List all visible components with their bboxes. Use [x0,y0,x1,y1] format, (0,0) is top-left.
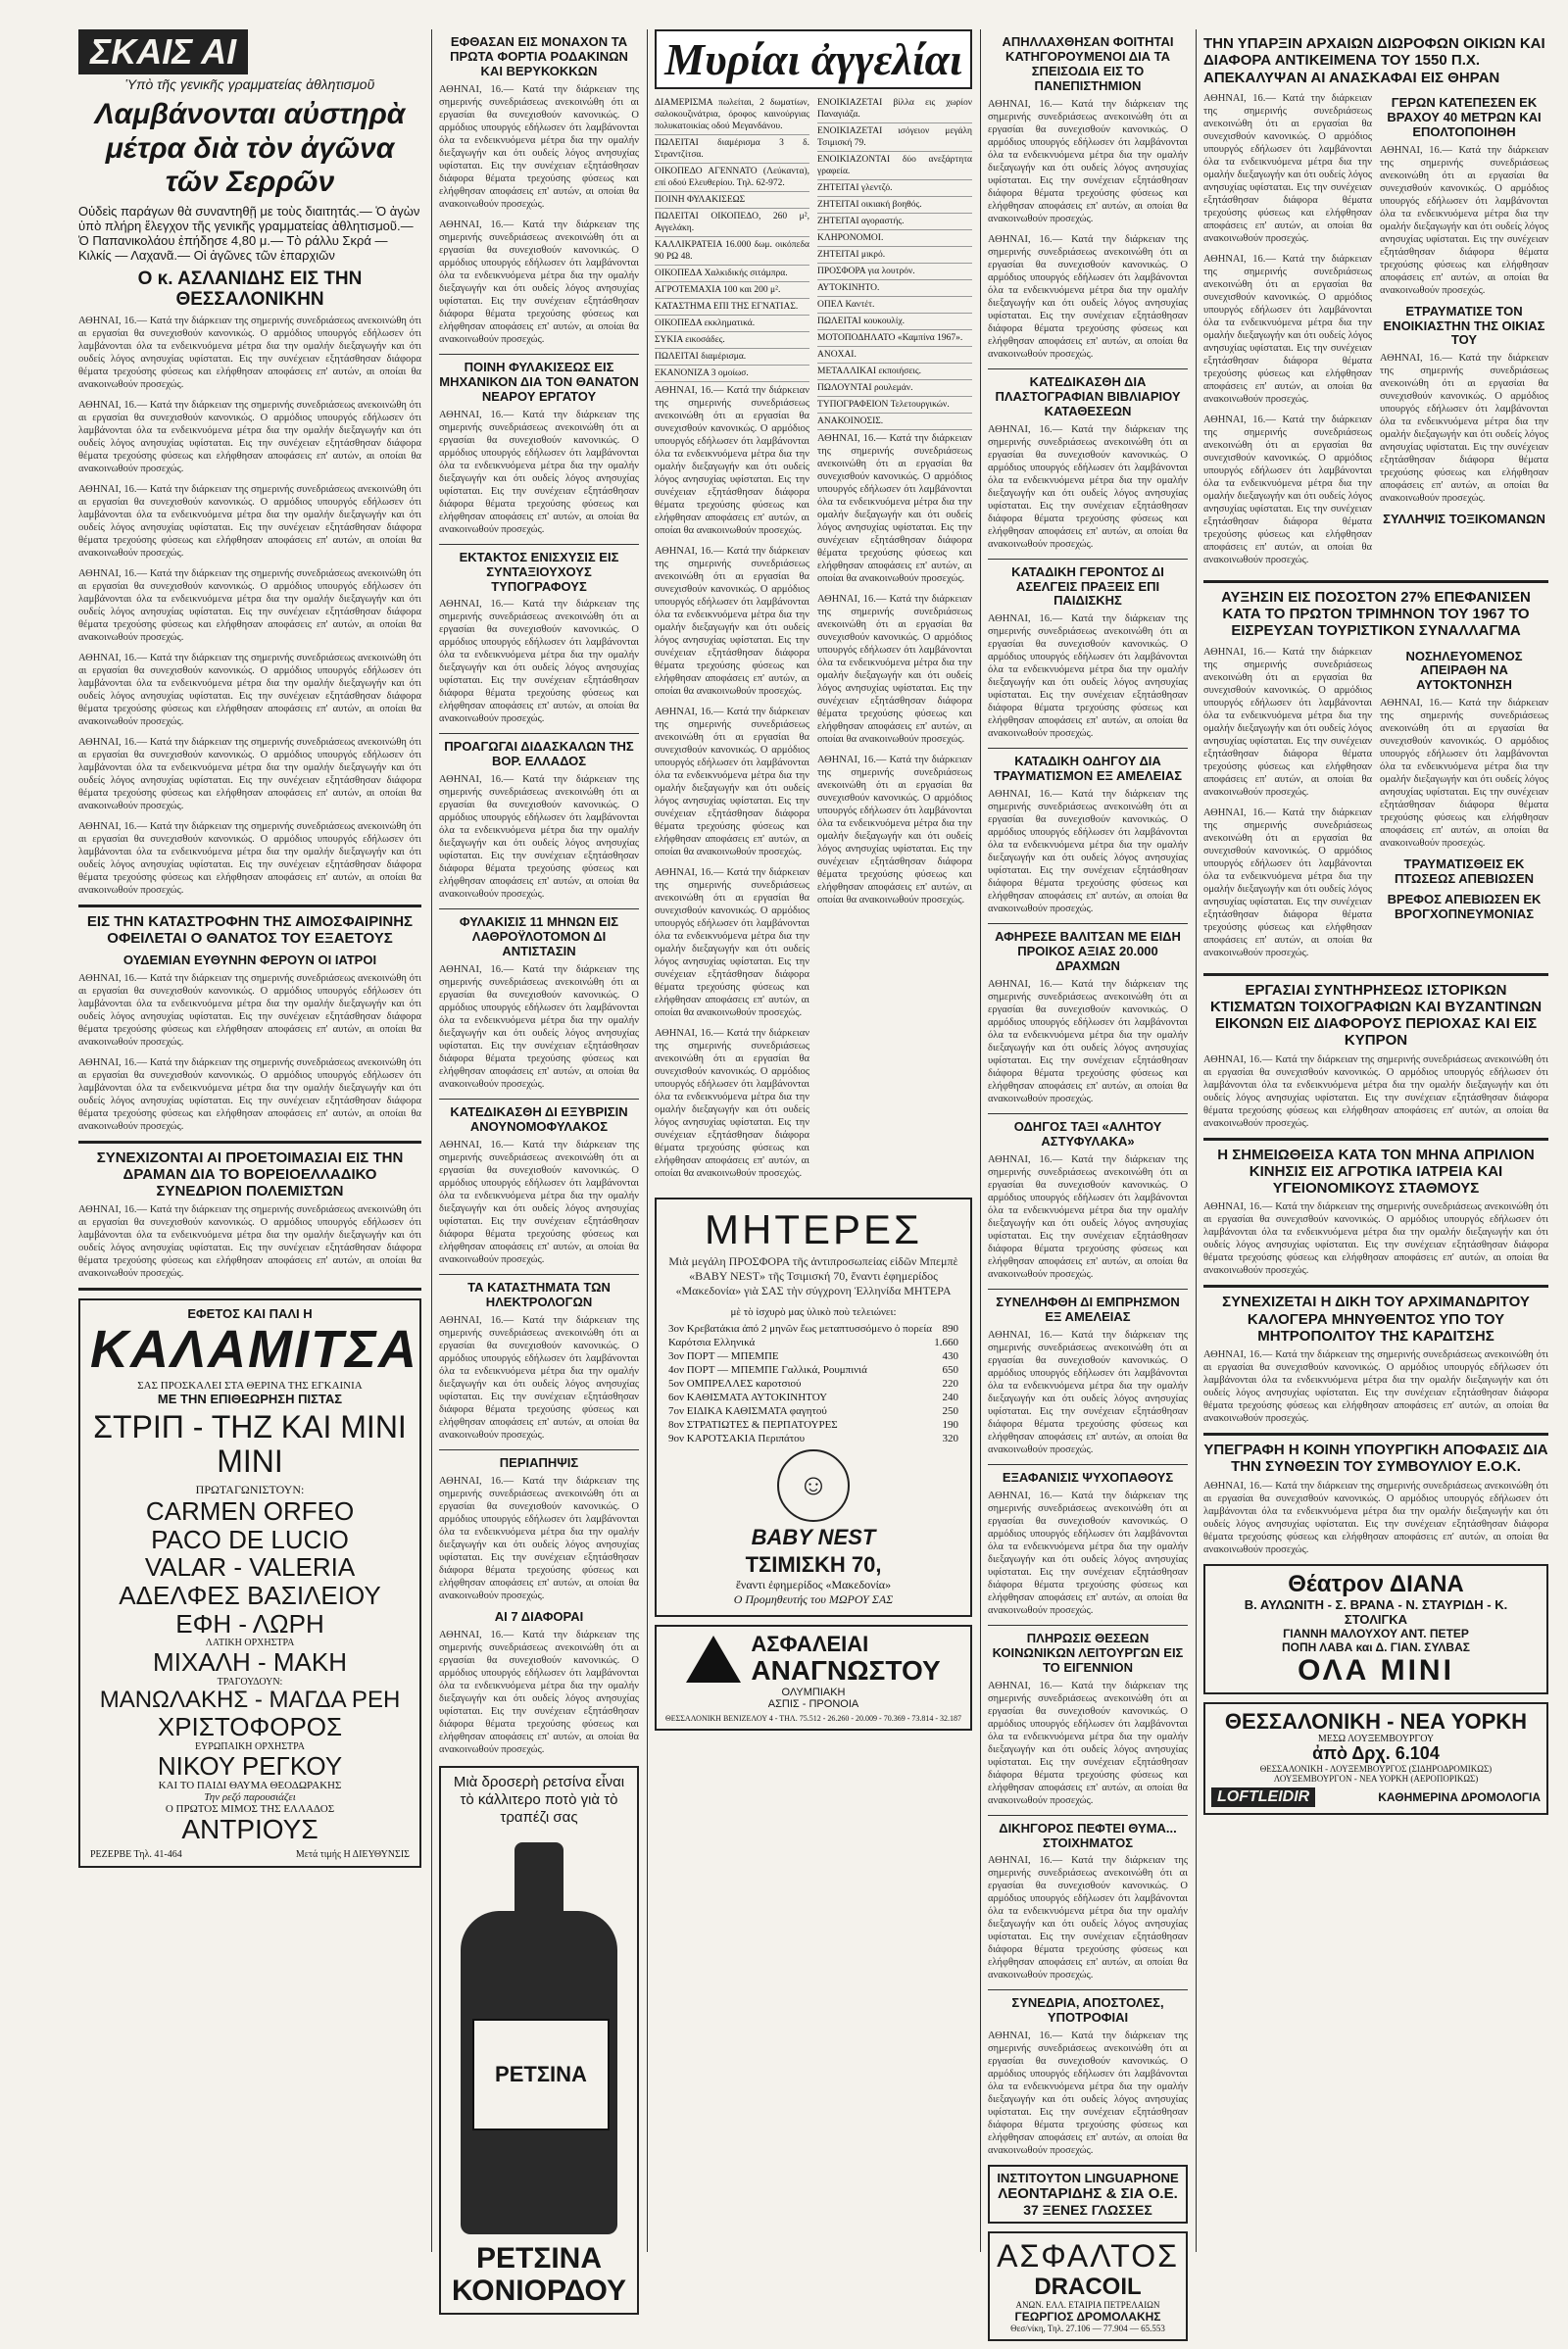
classified-item: ΚΑΤΑΣΤΗΜΑ ΕΠΙ ΤΗΣ ΕΓΝΑΤΙΑΣ. [655,299,809,316]
article-body: ΑΘΗΝΑΙ, 16.— Κατά την διάρκειαν της σημερινής συνεδριάσεως ανεκοινώθη ότι αι εργασίαι θα συνεχισθούν κανονικώς. Ο αρμόδιος υπουργός εδήλωσεν ότι λαμβάνονται όλα τα ενδεικνυόμενα μέτρα δια την ομαλήν διεξαγωγήν και ότι ουδείς λόγος ανησυχίας υφίσταται. Εις την συνέχειαν εξητάσθησαν διάφορα θέματα τρεχούσης φύσεως και ελήφθησαν αποφάσεις επ' αυτών, αι οποίαι θα ανακοινωθούν προσεχώς. [78,484,421,560]
divider [439,733,639,734]
bottle-label: ΡΕΤΣΙΝΑ [472,2019,610,2130]
headline: ΣΥΛΛΗΨΙΣ ΤΟΞΙΚΟΜΑΝΩΝ [1383,512,1545,527]
divider [78,1288,421,1291]
headline: ΕΦΘΑΣΑΝ ΕΙΣ ΜΟΝΑΧΟΝ ΤΑ ΠΡΩΤΑ ΦΟΡΤΙΑ ΡΟΔΑΚΙΝΩΝ ΚΑΙ ΒΕΡΥΚΟΚΚΩΝ [450,34,628,78]
ad-brand: ΑΝΑΓΝΩΣΤΟΥ [751,1654,941,1686]
headline: ΤΡΑΥΜΑΤΙΣΘΕΙΣ ΕΚ ΠΤΩΣΕΩΣ ΑΠΕΒΙΩΣΕΝ [1394,856,1535,887]
classified-filler: ΑΘΗΝΑΙ, 16.— Κατά την διάρκειαν της σημερινής συνεδριάσεως ανεκοινώθη ότι αι εργασίαι θα συνεχισθούν κανονικώς. Ο αρμόδιος υπουργός εδήλωσεν ότι λαμβάνονται όλα τα ενδεικνυόμενα μέτρα δια την ομαλήν διεξαγωγήν και ότι ουδείς λόγος ανησυχίας υφίσταται. Εις την συνέχειαν εξητάσθησαν διάφορα θέματα τρεχούσης φύσεως και ελήφθησαν αποφάσεις επ' αυτών, αι οποίαι θα ανακοινωθούν προσεχώς. [655,1028,809,1179]
ad-logo: BABY NEST [751,1525,876,1550]
ad-line: ΑΝΩΝ. ΕΛΛ. ΕΤΑΙΡΙΑ ΠΕΤΡΕΛΑΙΩΝ [1015,2299,1160,2310]
advertisement-theatre [1203,1564,1548,1694]
divider [439,908,639,909]
price-row [668,1322,958,1336]
price-item: 7ον ΕΙΔΙΚΑ ΚΑΘΙΣΜΑΤΑ φαγητού [668,1405,827,1418]
divider [439,354,639,355]
headline: ΚΑΤΑΔΙΚΗ ΟΔΗΓΟΥ ΔΙΑ ΤΡΑΥΜΑΤΙΣΜΟΝ ΕΞ ΑΜΕΛΕΙΑΣ [993,754,1183,784]
classified-item: ΠΩΛΕΙΤΑΙ διαμέρισμα 3 δ. Στραντζίτσα. [655,135,809,164]
subheadline: Οὐδεὶς παράγων θὰ συναντηθῇ με τοὺς διαιτητάς.— Ὁ ἀγὼν ὑπὸ πλήρη ἔλεγχον τῆς γενικῆς γραμματείας ἀθλητισμοῦ.— Ὁ Παπανικολάου ἐπήδησε 4,80 μ.— Τὸ ράλλυ Σκρά — Κιλκίς — Λαχανᾶ.— Οἱ ἀγῶνες τῶν ἐπαρχιῶν [78,203,420,263]
classified-item: ΠΩΛΕΙΤΑΙ κουκουλίχ. [817,314,972,330]
divider [439,1274,639,1275]
classified-item: ΠΩΛΕΙΤΑΙ ΟΙΚΟΠΕΔΟ, 260 μ², Αγγελάκη. [655,209,809,237]
ad-singer-2: ΧΡΙΣΤΟΦΟΡΟΣ [157,1712,343,1742]
price-item: 8ον ΣΤΡΑΤΙΩΤΕΣ & ΠΕΡΠΑΤΟΥΡΕΣ [668,1419,838,1432]
article-body: ΑΘΗΝΑΙ, 16.— Κατά την διάρκειαν της σημερινής συνεδριάσεως ανεκοινώθη ότι αι εργασίαι θα συνεχισθούν κανονικώς. Ο αρμόδιος υπουργός εδήλωσεν ότι λαμβάνονται όλα τα ενδεικνυόμενα μέτρα δια την ομαλήν διεξαγωγήν και ότι ουδείς λόγος ανησυχίας υφίσταται. Εις την συνέχειαν εξητάσθησαν διάφορα θέματα τρεχούσης φύσεως και ελήφθησαν αποφάσεις επ' αυτών, αι οποίαι θα ανακοινωθούν προσεχώς. [1380,353,1548,505]
article-body: ΑΘΗΝΑΙ, 16.— Κατά την διάρκειαν της σημερινής συνεδριάσεως ανεκοινώθη ότι αι εργασίαι θα συνεχισθούν κανονικώς. Ο αρμόδιος υπουργός εδήλωσεν ότι λαμβάνονται όλα τα ενδεικνυόμενα μέτρα δια την ομαλήν διεξαγωγήν και ότι ουδείς λόγος ανησυχίας υφίσταται. Εις την συνέχειαν εξητάσθησαν διάφορα θέματα τρεχούσης φύσεως και ελήφθησαν αποφάσεις επ' αυτών, αι οποίαι θα ανακοινωθούν προσεχώς. [78,1056,421,1132]
ad-line: ΘΕΣΣΑΛΟΝΙΚΗ - ΛΟΥΞΕΜΒΟΥΡΓΟΣ (ΣΙΔΗΡΟΔΡΟΜΙΚΩΣ) [1259,1763,1493,1774]
ad-line: ΑΣΠΙΣ - ΠΡΟΝΟΙΑ [767,1697,859,1710]
article-body: ΑΘΗΝΑΙ, 16.— Κατά την διάρκειαν της σημερινής συνεδριάσεως ανεκοινώθη ότι αι εργασίαι θα συνεχισθούν κανονικώς. Ο αρμόδιος υπουργός εδήλωσεν ότι λαμβάνονται όλα τα ενδεικνυόμενα μέτρα δια την ομαλήν διεξαγωγήν και ότι ουδείς λόγος ανησυχίας υφίσταται. Εις την συνέχειαν εξητάσθησαν διάφορα θέματα τρεχούσης φύσεως και ελήφθησαν αποφάσεις επ' αυτών, αι οποίαι θα ανακοινωθούν προσεχώς. [439,409,639,535]
ad-line: Ο ΠΡΩΤΟΣ ΜΙΜΟΣ ΤΗΣ ΕΛΛΑΔΟΣ [165,1803,335,1816]
headline: Η ΣΗΜΕΙΩΘΕΙΣΑ ΚΑΤΑ ΤΟΝ ΜΗΝΑ ΑΠΡΙΛΙΟΝ ΚΙΝΗΣΙΣ ΕΙΣ ΑΓΡΟΤΙΚΑ ΙΑΤΡΕΙΑ ΚΑΙ ΥΓΕΙΟΝΟΜΙΚΟΥΣ ΣΤΑΘΜΟΥΣ [1217,1146,1535,1197]
subheadline: ΟΥΔΕΜΙΑΝ ΕΥΘΥΝΗΝ ΦΕΡΟΥΝ ΟΙ ΙΑΤΡΟΙ [122,952,377,967]
divider [1203,1433,1548,1436]
price-value: 220 [942,1378,958,1391]
advertisement-asphalt [988,2231,1188,2341]
ad-line: ΙΝΣΤΙΤΟΥΤΟΝ LINGUAPHONE [997,2171,1179,2186]
divider [1203,1138,1548,1141]
headline: ΑΥΞΗΣΙΝ ΕΙΣ ΠΟΣΟΣΤΟΝ 27% ΕΠΕΦΑΝΙΣΕΝ ΚΑΤΑ ΤΟ ΠΡΩΤΟΝ ΤΡΙΜΗΝΟΝ ΤΟΥ 1967 ΤΟ ΕΙΣΡΕΥΣΑΝ ΤΟΥΡΙΣΤΙΚΟΝ ΣΥΝΑΛΛΑΓΜΑ [1221,588,1531,640]
classified-item: ΠΩΛΕΙΤΑΙ διαμέρισμα. [655,349,809,366]
column-rule [980,29,981,2252]
advertisement-linguaphone [988,2165,1188,2224]
article-body: ΑΘΗΝΑΙ, 16.— Κατά την διάρκειαν της σημερινής συνεδριάσεως ανεκοινώθη ότι αι εργασίαι θα συνεχισθούν κανονικώς. Ο αρμόδιος υπουργός εδήλωσεν ότι λαμβάνονται όλα τα ενδεικνυόμενα μέτρα δια την ομαλήν διεξαγωγήν και ότι ουδείς λόγος ανησυχίας υφίσταται. Εις την συνέχειαν εξητάσθησαν διάφορα θέματα τρεχούσης φύσεως και ελήφθησαν αποφάσεις επ' αυτών, αι οποίαι θα ανακοινωθούν προσεχώς. [439,83,639,210]
column-rule [647,29,648,2252]
divider [988,1464,1188,1465]
two-col-block [1203,644,1548,967]
column-classifieds [655,29,972,1738]
column-news-4 [988,29,1188,2349]
article-body: ΑΘΗΝΑΙ, 16.— Κατά την διάρκειαν της σημερινής συνεδριάσεως ανεκοινώθη ότι αι εργασίαι θα συνεχισθούν κανονικώς. Ο αρμόδιος υπουργός εδήλωσεν ότι λαμβάνονται όλα τα ενδεικνυόμενα μέτρα δια την ομαλήν διεξαγωγήν και ότι ουδείς λόγος ανησυχίας υφίσταται. Εις την συνέχειαν εξητάσθησαν διάφορα θέματα τρεχούσης φύσεως και ελήφθησαν αποφάσεις επ' αυτών, αι οποίαι θα ανακοινωθούν προσεχώς. [78,316,421,391]
article-body: ΑΘΗΝΑΙ, 16.— Κατά την διάρκειαν της σημερινής συνεδριάσεως ανεκοινώθη ότι αι εργασίαι θα συνεχισθούν κανονικώς. Ο αρμόδιος υπουργός εδήλωσεν ότι λαμβάνονται όλα τα ενδεικνυόμενα μέτρα δια την ομαλήν διεξαγωγήν και ότι ουδείς λόγος ανησυχίας υφίσταται. Εις την συνέχειαν εξητάσθησαν διάφορα θέματα τρεχούσης φύσεως και ελήφθησαν αποφάσεις επ' αυτών, αι οποίαι θα ανακοινωθούν προσεχώς. [1380,698,1548,850]
price-value: 1.660 [934,1337,958,1349]
classified-item: ΖΗΤΕΙΤΑΙ γλεντζό. [817,180,972,197]
article-body: ΑΘΗΝΑΙ, 16.— Κατά την διάρκειαν της σημερινής συνεδριάσεως ανεκοινώθη ότι αι εργασίαι θα συνεχισθούν κανονικώς. Ο αρμόδιος υπουργός εδήλωσεν ότι λαμβάνονται όλα τα ενδεικνυόμενα μέτρα δια την ομαλήν διεξαγωγήν και ότι ουδείς λόγος ανησυχίας υφίσταται. Εις την συνέχειαν εξητάσθησαν διάφορα θέματα τρεχούσης φύσεως και ελήφθησαν αποφάσεις επ' αυτών, αι οποίαι θα ανακοινωθούν προσεχώς. [439,1629,639,1755]
classified-item: ΑΝΑΚΟΙΝΟΣΙΣ. [817,414,972,430]
headline: ΝΟΣΗΛΕΥΟΜΕΝΟΣ ΑΠΕΙΡΑΘΗ ΝΑ ΑΥΤΟΚΤΟΝΗΣΗ [1405,648,1523,693]
ad-title: Θέατρον ΔΙΑΝΑ [1288,1570,1464,1597]
ad-address-2: ἔναντι ἐφημερίδος «Μακεδονία» [735,1577,892,1591]
ad-cast-1: CARMEN ORFEO [145,1496,355,1527]
classified-item: ΜΕΤΑΛΛΙΚΑΙ εκποιήσεις. [817,364,972,380]
article-body: ΑΘΗΝΑΙ, 16.— Κατά την διάρκειαν της σημερινής συνεδριάσεως ανεκοινώθη ότι αι εργασίαι θα συνεχισθούν κανονικώς. Ο αρμόδιος υπουργός εδήλωσεν ότι λαμβάνονται όλα τα ενδεικνυόμενα μέτρα δια την ομαλήν διεξαγωγήν και ότι ουδείς λόγος ανησυχίας υφίσταται. Εις την συνέχειαν εξητάσθησαν διάφορα θέματα τρεχούσης φύσεως και ελήφθησαν αποφάσεις επ' αυτών, αι οποίαι θα ανακοινωθούν προσεχώς. [1203,1053,1548,1129]
ad-text: Μιὰ μεγάλη ΠΡΟΣΦΟΡΑ τῆς ἀντιπροσωπείας εἰδῶν Μπεμπὲ «BABY NEST» τῆς Τσιμισκή 70, ἔναντι ἐφημερίδος «Μακεδονία» γιὰ ΣΑΣ τὴν σύγχρονη Ἑλληνίδα ΜΗΤΕΡΑ [668,1254,958,1298]
divider [988,1289,1188,1290]
classified-item: ΠΟΙΝΗ ΦΥΛΑΚΙΣΕΩΣ [655,192,809,209]
headline: ΒΡΕΦΟΣ ΑΠΕΒΙΩΣΕΝ ΕΚ ΒΡΟΓΧΟΠΝΕΥΜΟΝΙΑΣ [1387,892,1542,922]
headline: ΕΚΤΑΚΤΟΣ ΕΝΙΣΧΥΣΙΣ ΕΙΣ ΣΥΝΤΑΞΙΟΥΧΟΥΣ ΤΥΠΟΓΡΑΦΟΥΣ [459,549,619,594]
ad-line: ΠΡΩΤΑΓΩΝΙΣΤΟΥΝ: [195,1483,305,1497]
classified-filler: ΑΘΗΝΑΙ, 16.— Κατά την διάρκειαν της σημερινής συνεδριάσεως ανεκοινώθη ότι αι εργασίαι θα συνεχισθούν κανονικώς. Ο αρμόδιος υπουργός εδήλωσεν ότι λαμβάνονται όλα τα ενδεικνυόμενα μέτρα δια την ομαλήν διεξαγωγήν και ότι ουδείς λόγος ανησυχίας υφίσταται. Εις την συνέχειαν εξητάσθησαν διάφορα θέματα τρεχούσης φύσεως και ελήφθησαν αποφάσεις επ' αυτών, αι οποίαι θα ανακοινωθούν προσεχώς. [655,867,809,1018]
ad-reservation: ΡΕΖΕΡΒΕ Τηλ. 41-464 [90,1849,182,1861]
ad-route: ΘΕΣΣΑΛΟΝΙΚΗ - ΝΕΑ ΥΟΡΚΗ [1224,1708,1528,1734]
ad-cast-5: ΕΦΗ - ΛΩΡΗ [175,1608,324,1639]
ad-footer [1211,1787,1541,1807]
article-body: ΑΘΗΝΑΙ, 16.— Κατά την διάρκειαν της σημερινής συνεδριάσεως ανεκοινώθη ότι αι εργασίαι θα συνεχισθούν κανονικώς. Ο αρμόδιος υπουργός εδήλωσεν ότι λαμβάνονται όλα τα ενδεικνυόμενα μέτρα δια την ομαλήν διεξαγωγήν και ότι ουδείς λόγος ανησυχίας υφίσταται. Εις την συνέχειαν εξητάσθησαν διάφορα θέματα τρεχούσης φύσεως και ελήφθησαν αποφάσεις επ' αυτών, αι οποίαι θα ανακοινωθούν προσεχώς. [1203,414,1372,565]
classified-item: ΟΙΚΟΠΕΔΑ Χαλκιδικής σιτάμπρα. [655,266,809,282]
headline: ΤΑ ΚΑΤΑΣΤΗΜΑΤΑ ΤΩΝ ΗΛΕΚΤΡΟΛΟΓΩΝ [467,1280,611,1309]
article-body: ΑΘΗΝΑΙ, 16.— Κατά την διάρκειαν της σημερινής συνεδριάσεως ανεκοινώθη ότι αι εργασίαι θα συνεχισθούν κανονικώς. Ο αρμόδιος υπουργός εδήλωσεν ότι λαμβάνονται όλα τα ενδεικνυόμενα μέτρα δια την ομαλήν διεξαγωγήν και ότι ουδείς λόγος ανησυχίας υφίσταται. Εις την συνέχειαν εξητάσθησαν διάφορα θέματα τρεχούσης φύσεως και ελήφθησαν αποφάσεις επ' αυτών, αι οποίαι θα ανακοινωθούν προσεχώς. [1203,646,1372,798]
classifieds-grid [655,95,972,1188]
price-item: Καρότσια Ελληνικά [668,1337,756,1349]
article-body: ΑΘΗΝΑΙ, 16.— Κατά την διάρκειαν της σημερινής συνεδριάσεως ανεκοινώθη ότι αι εργασίαι θα συνεχισθούν κανονικώς. Ο αρμόδιος υπουργός εδήλωσεν ότι λαμβάνονται όλα τα ενδεικνυόμενα μέτρα δια την ομαλήν διεξαγωγήν και ότι ουδείς λόγος ανησυχίας υφίσταται. Εις την συνέχειαν εξητάσθησαν διάφορα θέματα τρεχούσης φύσεως και ελήφθησαν αποφάσεις επ' αυτών, αι οποίαι θα ανακοινωθούν προσεχώς. [988,613,1188,740]
classified-item: ΔΙΑΜΕΡΙΣΜΑ πωλείται, 2 δωματίων, σαλοκουζινάτρια, όροφος καινούργιας πολυκατοικίας οδού Μεγανδάνου. [655,95,809,135]
insurance-logo [662,1633,964,1687]
article-body: ΑΘΗΝΑΙ, 16.— Κατά την διάρκειαν της σημερινής συνεδριάσεως ανεκοινώθη ότι αι εργασίαι θα συνεχισθούν κανονικώς. Ο αρμόδιος υπουργός εδήλωσεν ότι λαμβάνονται όλα τα ενδεικνυόμενα μέτρα δια την ομαλήν διεξαγωγήν και ότι ουδείς λόγος ανησυχίας υφίσταται. Εις την συνέχειαν εξητάσθησαν διάφορα θέματα τρεχούσης φύσεως και ελήφθησαν αποφάσεις επ' αυτών, αι οποίαι θα ανακοινωθούν προσεχώς. [78,821,421,897]
article-body: ΑΘΗΝΑΙ, 16.— Κατά την διάρκειαν της σημερινής συνεδριάσεως ανεκοινώθη ότι αι εργασίαι θα συνεχισθούν κανονικώς. Ο αρμόδιος υπουργός εδήλωσεν ότι λαμβάνονται όλα τα ενδεικνυόμενα μέτρα δια την ομαλήν διεξαγωγήν και ότι ουδείς λόγος ανησυχίας υφίσταται. Εις την συνέχειαν εξητάσθησαν διάφορα θέματα τρεχούσης φύσεως και ελήφθησαν αποφάσεις επ' αυτών, αι οποίαι θα ανακοινωθούν προσεχώς. [1203,1480,1548,1555]
article-body: ΑΘΗΝΑΙ, 16.— Κατά την διάρκειαν της σημερινής συνεδριάσεως ανεκοινώθη ότι αι εργασίαι θα συνεχισθούν κανονικώς. Ο αρμόδιος υπουργός εδήλωσεν ότι λαμβάνονται όλα τα ενδεικνυόμενα μέτρα δια την ομαλήν διεξαγωγήν και ότι ουδείς λόγος ανησυχίας υφίσταται. Εις την συνέχειαν εξητάσθησαν διάφορα θέματα τρεχούσης φύσεως και ελήφθησαν αποφάσεις επ' αυτών, αι οποίαι θα ανακοινωθούν προσεχώς. [78,1204,421,1280]
ad-brand: ΡΕΤΣΙΝΑ ΚΟΝΙΟΡΔΟΥ [451,2241,626,2307]
ad-show: ΟΛΑ ΜΙΝΙ [1298,1653,1454,1687]
ad-line: ΑΣΦΑΛΕΙΑΙ [751,1631,869,1656]
article-body: ΑΘΗΝΑΙ, 16.— Κατά την διάρκειαν της σημερινής συνεδριάσεως ανεκοινώθη ότι αι εργασίαι θα συνεχισθούν κανονικώς. Ο αρμόδιος υπουργός εδήλωσεν ότι λαμβάνονται όλα τα ενδεικνυόμενα μέτρα δια την ομαλήν διεξαγωγήν και ότι ουδείς λόγος ανησυχίας υφίσταται. Εις την συνέχειαν εξητάσθησαν διάφορα θέματα τρεχούσης φύσεως και ελήφθησαν αποφάσεις επ' αυτών, αι οποίαι θα ανακοινωθούν προσεχώς. [439,1475,639,1601]
ad-address: ΘΕΣΣΑΛΟΝΙΚΗ ΒΕΝΙΖΕΛΟΥ 4 - ΤΗΛ. 75.512 - 26.260 - 20.009 - 70.369 - 73.814 - 32.187 [664,1713,962,1723]
article-body: ΑΘΗΝΑΙ, 16.— Κατά την διάρκειαν της σημερινής συνεδριάσεως ανεκοινώθη ότι αι εργασίαι θα συνεχισθούν κανονικώς. Ο αρμόδιος υπουργός εδήλωσεν ότι λαμβάνονται όλα τα ενδεικνυόμενα μέτρα δια την ομαλήν διεξαγωγήν και ότι ουδείς λόγος ανησυχίας υφίσταται. Εις την συνέχειαν εξητάσθησαν διάφορα θέματα τρεχούσης φύσεως και ελήφθησαν αποφάσεις επ' αυτών, αι οποίαι θα ανακοινωθούν προσεχώς. [1203,253,1372,405]
price-value: 650 [942,1364,958,1377]
headline: ΚΑΤΕΔΙΚΑΣΘΗ ΔΙΑ ΠΛΑΣΤΟΓΡΑΦΙΑΝ ΒΙΒΛΙΑΡΙΟΥ ΚΑΤΑΘΕΣΕΩΝ [995,373,1181,418]
headline: ΠΛΗΡΩΣΙΣ ΘΕΣΕΩΝ ΚΟΙΝΩΝΙΚΩΝ ΛΕΙΤΟΥΡΓΩΝ ΕΙΣ ΤΟ ΕΙΓΕΝΝΙΟΝ [992,1630,1184,1675]
classified-item: ΕΚΑΝΟΝΙΖΑ 3 ομοίωσ. [655,366,809,382]
price-value: 320 [942,1433,958,1445]
headline: ΣΥΝΕΔΡΙΑ, ΑΠΟΣΤΟΛΕΣ, ΥΠΟΤΡΟΦΙΑΙ [1011,1995,1164,2026]
ad-line: ΓΙΑΝΝΗ ΜΑΛΟΥΧΟΥ ΑΝΤ. ΠΕΤΕΡ [1283,1626,1469,1640]
ad-line: Β. ΑΥΛΩΝΙΤΗ - Σ. ΒΡΑΝΑ - Ν. ΣΤΑΥΡΙΔΗ - Κ. ΣΤΟΛΙΓΚΑ [1244,1596,1508,1627]
ad-singers: ΜΙΧΑΛΗ - ΜΑΚΗ [153,1647,347,1678]
article-body: ΑΘΗΝΑΙ, 16.— Κατά την διάρκειαν της σημερινής συνεδριάσεως ανεκοινώθη ότι αι εργασίαι θα συνεχισθούν κανονικώς. Ο αρμόδιος υπουργός εδήλωσεν ότι λαμβάνονται όλα τα ενδεικνυόμενα μέτρα δια την ομαλήν διεξαγωγήν και ότι ουδείς λόγος ανησυχίας υφίσταται. Εις την συνέχειαν εξητάσθησαν διάφορα θέματα τρεχούσης φύσεως και ελήφθησαν αποφάσεις επ' αυτών, αι οποίαι θα ανακοινωθούν προσεχώς. [1380,144,1548,296]
headline: ΠΕΡΙΑΠΗΨΙΣ [499,1454,579,1470]
price-value: 190 [942,1419,958,1432]
ad-show: ΣΤΡΙΠ - ΤΗΖ ΚΑΙ ΜΙΝΙ ΜΙΝΙ [93,1408,407,1479]
headline: ΠΡΟΑΓΩΓΑΙ ΔΙΔΑΣΚΑΛΩΝ ΤΗΣ ΒΟΡ. ΕΛΛΑΔΟΣ [444,739,634,769]
headline: ΕΙΣ ΤΗΝ ΚΑΤΑΣΤΡΟΦΗΝ ΤΗΣ ΑΙΜΟΣΦΑΙΡΙΝΗΣ ΟΦΕΙΛΕΤΑΙ Ο ΘΑΝΑΤΟΣ ΤΟΥ ΕΞΑΕΤΟΥΣ [86,913,414,948]
headline: ΚΑΤΕΔΙΚΑΣΘΗ ΔΙ ΕΞΥΒΡΙΣΙΝ ΑΝΟΥΝΟΜΟΦΥΛΑΚΟΣ [450,1104,628,1135]
advertisement-retsina [439,1766,639,2315]
ad-cast-3: VALAR - VALERIA [144,1552,356,1583]
ad-address: ΤΣΙΜΙΣΚΗ 70, [745,1552,882,1578]
price-item: 4ον ΠΟΡΤ — ΜΠΕΜΠΕ Γαλλικά, Ρουμπινιά [668,1364,867,1377]
article-body: ΑΘΗΝΑΙ, 16.— Κατά την διάρκειαν της σημερινής συνεδριάσεως ανεκοινώθη ότι αι εργασίαι θα συνεχισθούν κανονικώς. Ο αρμόδιος υπουργός εδήλωσεν ότι λαμβάνονται όλα τα ενδεικνυόμενα μέτρα δια την ομαλήν διεξαγωγήν και ότι ουδείς λόγος ανησυχίας υφίσταται. Εις την συνέχειαν εξητάσθησαν διάφορα θέματα τρεχούσης φύσεως και ελήφθησαν αποφάσεις επ' αυτών, αι οποίαι θα ανακοινωθούν προσεχώς. [988,1490,1188,1616]
article-body: ΑΘΗΝΑΙ, 16.— Κατά την διάρκειαν της σημερινής συνεδριάσεως ανεκοινώθη ότι αι εργασίαι θα συνεχισθούν κανονικώς. Ο αρμόδιος υπουργός εδήλωσεν ότι λαμβάνονται όλα τα ενδεικνυόμενα μέτρα δια την ομαλήν διεξαγωγήν και ότι ουδείς λόγος ανησυχίας υφίσταται. Εις την συνέχειαν εξητάσθησαν διάφορα θέματα τρεχούσης φύσεως και ελήφθησαν αποφάσεις επ' αυτών, αι οποίαι θα ανακοινωθούν προσεχώς. [439,1314,639,1441]
divider [78,1141,421,1144]
article-body: ΑΘΗΝΑΙ, 16.— Κατά την διάρκειαν της σημερινής συνεδριάσεως ανεκοινώθη ότι αι εργασίαι θα συνεχισθούν κανονικώς. Ο αρμόδιος υπουργός εδήλωσεν ότι λαμβάνονται όλα τα ενδεικνυόμενα μέτρα δια την ομαλήν διεξαγωγήν και ότι ουδείς λόγος ανησυχίας υφίσταται. Εις την συνέχειαν εξητάσθησαν διάφορα θέματα τρεχούσης φύσεως και ελήφθησαν αποφάσεις επ' αυτών, αι οποίαι θα ανακοινωθούν προσεχώς. [439,599,639,725]
column-news-5 [1203,29,1548,1823]
divider [988,1989,1188,1990]
ad-line: ΤΡΑΓΟΥΔΟΥΝ: [217,1676,283,1688]
price-row [668,1391,958,1404]
price-row [668,1349,958,1363]
baby-icon: ☺ [777,1449,850,1522]
ad-line: ΚΑΙ ΤΟ ΠΑΙΔΙ ΘΑΥΜΑ ΘΕΟΔΩΡΑΚΗΣ [158,1780,342,1792]
article-body: ΑΘΗΝΑΙ, 16.— Κατά την διάρκειαν της σημερινής συνεδριάσεως ανεκοινώθη ότι αι εργασίαι θα συνεχισθούν κανονικώς. Ο αρμόδιος υπουργός εδήλωσεν ότι λαμβάνονται όλα τα ενδεικνυόμενα μέτρα δια την ομαλήν διεξαγωγήν και ότι ουδείς λόγος ανησυχίας υφίσταται. Εις την συνέχειαν εξητάσθησαν διάφορα θέματα τρεχούσης φύσεως και ελήφθησαν αποφάσεις επ' αυτών, αι οποίαι θα ανακοινωθούν προσεχώς. [439,774,639,901]
classified-filler: ΑΘΗΝΑΙ, 16.— Κατά την διάρκειαν της σημερινής συνεδριάσεως ανεκοινώθη ότι αι εργασίαι θα συνεχισθούν κανονικώς. Ο αρμόδιος υπουργός εδήλωσεν ότι λαμβάνονται όλα τα ενδεικνυόμενα μέτρα δια την ομαλήν διεξαγωγήν και ότι ουδείς λόγος ανησυχίας υφίσταται. Εις την συνέχειαν εξητάσθησαν διάφορα θέματα τρεχούσης φύσεως και ελήφθησαν αποφάσεις επ' αυτών, αι οποίαι θα ανακοινωθούν προσεχώς. [655,546,809,697]
headline: ΣΥΝΕΧΙΖΕΤΑΙ Η ΔΙΚΗ ΤΟΥ ΑΡΧΙΜΑΝΔΡΙΤΟΥ ΚΑΛΟΓΕΡΑ ΜΗΝΥΘΕΝΤΟΣ ΥΠΟ ΤΟΥ ΜΗΤΡΟΠΟΛΙΤΟΥ ΤΗΣ ΚΑΡΔΙΤΣΗΣ [1222,1294,1530,1345]
classified-item: ΠΡΟΣΦΟΡΑ για λουτρόν. [817,264,972,280]
headline: ΚΑΤΑΔΙΚΗ ΓΕΡΟΝΤΟΣ ΔΙ ΑΣΕΛΓΕΙΣ ΠΡΑΞΕΙΣ ΕΠΙ ΠΑΙΔΙΣΚΗΣ [1011,563,1164,609]
article-body: ΑΘΗΝΑΙ, 16.— Κατά την διάρκειαν της σημερινής συνεδριάσεως ανεκοινώθη ότι αι εργασίαι θα συνεχισθούν κανονικώς. Ο αρμόδιος υπουργός εδήλωσεν ότι λαμβάνονται όλα τα ενδεικνυόμενα μέτρα δια την ομαλήν διεξαγωγήν και ότι ουδείς λόγος ανησυχίας υφίσταται. Εις την συνέχειαν εξητάσθησαν διάφορα θέματα τρεχούσης φύσεως και ελήφθησαν αποφάσεις επ' αυτών, αι οποίαι θα ανακοινωθούν προσεχώς. [988,233,1188,360]
ad-singer-1: ΜΑΝΩΛΑΚΗΣ - ΜΑΓΔΑ ΡΕΗ [99,1686,401,1713]
price-row [668,1432,958,1445]
ad-management: Μετά τιμής Η ΔΙΕΥΘΥΝΣΙΣ [295,1849,410,1861]
classified-item: ΜΟΤΟΠΟΔΗΛΑΤΟ «Καμπίνα 1967». [817,330,972,347]
headline: ΑΦΗΡΕΣΕ ΒΑΛΙΤΣΑΝ ΜΕ ΕΙΔΗ ΠΡΟΙΚΟΣ ΑΞΙΑΣ 20.000 ΔΡΑΧΜΩΝ [995,929,1181,974]
price-value: 430 [942,1350,958,1363]
article-body: ΑΘΗΝΑΙ, 16.— Κατά την διάρκειαν της σημερινής συνεδριάσεως ανεκοινώθη ότι αι εργασίαι θα συνεχισθούν κανονικώς. Ο αρμόδιος υπουργός εδήλωσεν ότι λαμβάνονται όλα τα ενδεικνυόμενα μέτρα δια την ομαλήν διεξαγωγήν και ότι ουδείς λόγος ανησυχίας υφίσταται. Εις την συνέχειαν εξητάσθησαν διάφορα θέματα τρεχούσης φύσεως και ελήφθησαν αποφάσεις επ' αυτών, αι οποίαι θα ανακοινωθούν προσεχώς. [988,789,1188,915]
article-body: ΑΘΗΝΑΙ, 16.— Κατά την διάρκειαν της σημερινής συνεδριάσεως ανεκοινώθη ότι αι εργασίαι θα συνεχισθούν κανονικώς. Ο αρμόδιος υπουργός εδήλωσεν ότι λαμβάνονται όλα τα ενδεικνυόμενα μέτρα δια την ομαλήν διεξαγωγήν και ότι ουδείς λόγος ανησυχίας υφίσταται. Εις την συνέχειαν εξητάσθησαν διάφορα θέματα τρεχούσης φύσεως και ελήφθησαν αποφάσεις επ' αυτών, αι οποίαι θα ανακοινωθούν προσεχώς. [78,400,421,475]
classifieds-header: Μυρίαι ἀγγελίαι [655,29,972,89]
ad-line: ΠΟΠΗ ΛΑΒΑ και Δ. ΓΙΑΝ. ΣΥΛΒΑΣ [1282,1639,1470,1654]
article-body: ΑΘΗΝΑΙ, 16.— Κατά την διάρκειαν της σημερινής συνεδριάσεως ανεκοινώθη ότι αι εργασίαι θα συνεχισθούν κανονικώς. Ο αρμόδιος υπουργός εδήλωσεν ότι λαμβάνονται όλα τα ενδεικνυόμενα μέτρα δια την ομαλήν διεξαγωγήν και ότι ουδείς λόγος ανησυχίας υφίσταται. Εις την συνέχειαν εξητάσθησαν διάφορα θέματα τρεχούσης φύσεως και ελήφθησαν αποφάσεις επ' αυτών, αι οποίαι θα ανακοινωθούν προσεχώς. [988,979,1188,1105]
headline-main: Λαμβάνονται αὐστηρὰ μέτρα διὰ τὸν ἀγῶνα τῶν Σερρῶν [94,98,406,198]
ad-line: ΛΟΥΞΕΜΒΟΥΡΓΟΝ - ΝΕΑ ΥΟΡΚΗ (ΑΕΡΟΠΟΡΙΚΩΣ) [1273,1773,1479,1784]
classified-filler: ΑΘΗΝΑΙ, 16.— Κατά την διάρκειαν της σημερινής συνεδριάσεως ανεκοινώθη ότι αι εργασίαι θα συνεχισθούν κανονικώς. Ο αρμόδιος υπουργός εδήλωσεν ότι λαμβάνονται όλα τα ενδεικνυόμενα μέτρα δια την ομαλήν διεξαγωγήν και ότι ουδείς λόγος ανησυχίας υφίσταται. Εις την συνέχειαν εξητάσθησαν διάφορα θέματα τρεχούσης φύσεως και ελήφθησαν αποφάσεις επ' αυτών, αι οποίαι θα ανακοινωθούν προσεχώς. [655,385,809,536]
ad-title: ΜΗΤΕΡΕΣ [705,1206,922,1252]
divider [988,923,1188,924]
classified-item: ΕΝΟΙΚΙΑΖΕΤΑΙ βίλλα εις χωρίον Παναγιάζα. [817,95,972,123]
headline: ΠΟΙΝΗ ΦΥΛΑΚΙΣΕΩΣ ΕΙΣ ΜΗΧΑΝΙΚΟΝ ΔΙΑ ΤΟΝ ΘΑΝΑΤΟΝ ΝΕΑΡΟΥ ΕΡΓΑΤΟΥ [439,359,639,404]
classified-item: ΤΥΠΟΓΡΑΦΕΙΟΝ Τελετουργικών. [817,397,972,414]
divider [988,1815,1188,1816]
classified-filler: ΑΘΗΝΑΙ, 16.— Κατά την διάρκειαν της σημερινής συνεδριάσεως ανεκοινώθη ότι αι εργασίαι θα συνεχισθούν κανονικώς. Ο αρμόδιος υπουργός εδήλωσεν ότι λαμβάνονται όλα τα ενδεικνυόμενα μέτρα δια την ομαλήν διεξαγωγήν και ότι ουδείς λόγος ανησυχίας υφίσταται. Εις την συνέχειαν εξητάσθησαν διάφορα θέματα τρεχούσης φύσεως και ελήφθησαν αποφάσεις επ' αυτών, αι οποίαι θα ανακοινωθούν προσεχώς. [817,433,972,584]
article-body: ΑΘΗΝΑΙ, 16.— Κατά την διάρκειαν της σημερινής συνεδριάσεως ανεκοινώθη ότι αι εργασίαι θα συνεχισθούν κανονικώς. Ο αρμόδιος υπουργός εδήλωσεν ότι λαμβάνονται όλα τα ενδεικνυόμενα μέτρα δια την ομαλήν διεξαγωγήν και ότι ουδείς λόγος ανησυχίας υφίσταται. Εις την συνέχειαν εξητάσθησαν διάφορα θέματα τρεχούσης φύσεως και ελήφθησαν αποφάσεις επ' αυτών, αι οποίαι θα ανακοινωθούν προσεχώς. [439,964,639,1091]
triangle-icon [686,1636,741,1683]
article-body: ΑΘΗΝΑΙ, 16.— Κατά την διάρκειαν της σημερινής συνεδριάσεως ανεκοινώθη ότι αι εργασίαι θα συνεχισθούν κανονικώς. Ο αρμόδιος υπουργός εδήλωσεν ότι λαμβάνονται όλα τα ενδεικνυόμενα μέτρα δια την ομαλήν διεξαγωγήν και ότι ουδείς λόγος ανησυχίας υφίσταται. Εις την συνέχειαν εξητάσθησαν διάφορα θέματα τρεχούσης φύσεως και ελήφθησαν αποφάσεις επ' αυτών, αι οποίαι θα ανακοινωθούν προσεχώς. [1203,92,1372,244]
advertisement-kalamitsa [78,1298,421,1868]
ad-line: Την ρεζό παρουσιάζει [204,1791,296,1804]
classified-item: ΖΗΤΕΙΤΑΙ οικιακή βοηθός. [817,197,972,214]
classified-item: ΕΝΟΙΚΙΑΖΕΤΑΙ ισόγειον μεγάλη Τσιμισκή 79. [817,123,972,152]
headline: ΕΞΑΦΑΝΙΣΙΣ ΨΥΧΟΠΑΘΟΥΣ [1002,1469,1174,1485]
ad-line: ΛΑΤΙΚΗ ΟΡΧΗΣΤΡΑ [205,1638,295,1649]
divider [439,544,639,545]
ad-text: μὲ τὸ ἰσχυρὸ μας ὑλικὸ ποὺ τελειώνει: [730,1306,897,1319]
price-item: 5ον ΟΜΠΡΕΛΛΕΣ καροτσιού [668,1378,802,1391]
classified-filler: ΑΘΗΝΑΙ, 16.— Κατά την διάρκειαν της σημερινής συνεδριάσεως ανεκοινώθη ότι αι εργασίαι θα συνεχισθούν κανονικώς. Ο αρμόδιος υπουργός εδήλωσεν ότι λαμβάνονται όλα τα ενδεικνυόμενα μέτρα δια την ομαλήν διεξαγωγήν και ότι ουδείς λόγος ανησυχίας υφίσταται. Εις την συνέχειαν εξητάσθησαν διάφορα θέματα τρεχούσης φύσεως και ελήφθησαν αποφάσεις επ' αυτών, αι οποίαι θα ανακοινωθούν προσεχώς. [817,755,972,905]
ad-line: ΓΕΩΡΓΙΟΣ ΔΡΟΜΟΛΑΚΗΣ [1014,2309,1161,2324]
divider [439,1449,639,1450]
classified-item: ΟΙΚΟΠΕΔΟ ΑΓΕΝΝΑΤΟ (Λεύκαντα), επί οδού Ελευθερίου. Τηλ. 62-972. [655,164,809,192]
classified-item: ΟΙΚΟΠΕΔΑ εκκληματικά. [655,316,809,332]
ad-line: 37 ΞΕΝΕΣ ΓΛΩΣΣΕΣ [1023,2202,1152,2219]
advertisement-baby-nest [655,1198,972,1617]
column-rule [1196,29,1197,2252]
divider [1203,1285,1548,1288]
ad-band: ΝΙΚΟΥ ΡΕΓΚΟΥ [157,1750,343,1781]
price-item: 9ον ΚΑΡΟΤΣΑΚΙΑ Περιπάτου [668,1433,806,1445]
article-body: ΑΘΗΝΑΙ, 16.— Κατά την διάρκειαν της σημερινής συνεδριάσεως ανεκοινώθη ότι αι εργασίαι θα συνεχισθούν κανονικώς. Ο αρμόδιος υπουργός εδήλωσεν ότι λαμβάνονται όλα τα ενδεικνυόμενα μέτρα δια την ομαλήν διεξαγωγήν και ότι ουδείς λόγος ανησυχίας υφίσταται. Εις την συνέχειαν εξητάσθησαν διάφορα θέματα τρεχούσης φύσεως και ελήφθησαν αποφάσεις επ' αυτών, αι οποίαι θα ανακοινωθούν προσεχώς. [988,1855,1188,1982]
price-row [668,1418,958,1432]
classifieds-left [655,95,809,1188]
article-body: ΑΘΗΝΑΙ, 16.— Κατά την διάρκειαν της σημερινής συνεδριάσεως ανεκοινώθη ότι αι εργασίαι θα συνεχισθούν κανονικώς. Ο αρμόδιος υπουργός εδήλωσεν ότι λαμβάνονται όλα τα ενδεικνυόμενα μέτρα δια την ομαλήν διεξαγωγήν και ότι ουδείς λόγος ανησυχίας υφίσταται. Εις την συνέχειαν εξητάσθησαν διάφορα θέματα τρεχούσης φύσεως και ελήφθησαν αποφάσεις επ' αυτών, αι οποίαι θα ανακοινωθούν προσεχώς. [988,423,1188,550]
headline: ΕΤΡΑΥΜΑΤΙΣΕ ΤΟΝ ΕΝΟΙΚΙΑΣΤΗΝ ΤΗΣ ΟΙΚΙΑΣ ΤΟΥ [1383,303,1545,348]
classified-item: ΚΑΛΛΙΚΡΑΤΕΙΑ 16.000 δωμ. οικόπεδα 90 ΡΩ 48. [655,237,809,266]
price-row [668,1404,958,1418]
article-body: ΑΘΗΝΑΙ, 16.— Κατά την διάρκειαν της σημερινής συνεδριάσεως ανεκοινώθη ότι αι εργασίαι θα συνεχισθούν κανονικώς. Ο αρμόδιος υπουργός εδήλωσεν ότι λαμβάνονται όλα τα ενδεικνυόμενα μέτρα δια την ομαλήν διεξαγωγήν και ότι ουδείς λόγος ανησυχίας υφίσταται. Εις την συνέχειαν εξητάσθησαν διάφορα θέματα τρεχούσης φύσεως και ελήφθησαν αποφάσεις επ' αυτών, αι οποίαι θα ανακοινωθούν προσεχώς. [1203,1349,1548,1424]
headline: ΕΡΓΑΣΙΑΙ ΣΥΝΤΗΡΗΣΕΩΣ ΙΣΤΟΡΙΚΩΝ ΚΤΙΣΜΑΤΩΝ ΤΟΙΧΟΓΡΑΦΙΩΝ ΚΑΙ ΒΥΖΑΝΤΙΝΩΝ ΕΙΚΟΝΩΝ ΕΙΣ ΔΙΑΦΟΡΟΥΣ ΠΕΡΙΟΧΑΣ ΚΑΙ ΕΙΣ ΚΥΠΡΟΝ [1209,981,1543,1050]
article-body: ΑΘΗΝΑΙ, 16.— Κατά την διάρκειαν της σημερινής συνεδριάσεως ανεκοινώθη ότι αι εργασίαι θα συνεχισθούν κανονικώς. Ο αρμόδιος υπουργός εδήλωσεν ότι λαμβάνονται όλα τα ενδεικνυόμενα μέτρα δια την ομαλήν διεξαγωγήν και ότι ουδείς λόγος ανησυχίας υφίσταται. Εις την συνέχειαν εξητάσθησαν διάφορα θέματα τρεχούσης φύσεως και ελήφθησαν αποφάσεις επ' αυτών, αι οποίαι θα ανακοινωθούν προσεχώς. [439,1140,639,1265]
price-value: 240 [942,1392,958,1404]
headline: ΓΕΡΩΝ ΚΑΤΕΠΕΣΕΝ ΕΚ ΒΡΑΧΟΥ 40 ΜΕΤΡΩΝ ΚΑΙ ΕΠΟΛΤΟΠΟΙΗΘΗ [1387,94,1542,139]
classified-item: ΠΩΛΟΥΝΤΑΙ ρουλεμάν. [817,380,972,397]
divider [988,368,1188,369]
ad-line: ΜΕ ΤΗΝ ΕΠΙΘΕΩΡΗΣΗ ΠΙΣΤΑΣ [157,1391,343,1406]
ad-line: ΛΕΟΝΤΑΡΙΔΗΣ & ΣΙΑ Ο.Ε. [998,2185,1178,2203]
ad-cast-4: ΑΔΕΛΦΕΣ ΒΑΣΙΛΕΙΟΥ [119,1580,381,1610]
classified-item: ΚΛΗΡΟΝΟΜΟΙ. [817,230,972,247]
ad-cast-2: PACO DE LUCIO [151,1524,349,1554]
article-body: ΑΘΗΝΑΙ, 16.— Κατά την διάρκειαν της σημερινής συνεδριάσεως ανεκοινώθη ότι αι εργασίαι θα συνεχισθούν κανονικώς. Ο αρμόδιος υπουργός εδήλωσεν ότι λαμβάνονται όλα τα ενδεικνυόμενα μέτρα δια την ομαλήν διεξαγωγήν και ότι ουδείς λόγος ανησυχίας υφίσταται. Εις την συνέχειαν εξητάσθησαν διάφορα θέματα τρεχούσης φύσεως και ελήφθησαν αποφάσεις επ' αυτών, αι οποίαι θα ανακοινωθούν προσεχώς. [988,2031,1188,2157]
column-news-2 [439,29,639,2323]
classified-item: ΣΥΚΙΑ εικοσάδες. [655,332,809,349]
ad-line: ΣΑΣ ΠΡΟΣΚΑΛΕΙ ΣΤΑ ΘΕΡΙΝΑ ΤΗΣ ΕΓΚΑΙΝΙΑ [137,1379,363,1392]
classified-item: ΖΗΤΕΙΤΑΙ αγοραστής. [817,214,972,230]
price-value: 890 [942,1323,958,1336]
price-item: 6ον ΚΑΘΙΣΜΑΤΑ ΑΥΤΟΚΙΝΗΤΟΥ [668,1392,828,1404]
divider [988,1625,1188,1626]
price-value: 250 [942,1405,958,1418]
headline: ΣΥΝΕΛΗΦΘΗ ΔΙ ΕΜΠΡΗΣΜΟΝ ΕΞ ΑΜΕΛΕΙΑΣ [996,1294,1180,1324]
article-body: ΑΘΗΝΑΙ, 16.— Κατά την διάρκειαν της σημερινής συνεδριάσεως ανεκοινώθη ότι αι εργασίαι θα συνεχισθούν κανονικώς. Ο αρμόδιος υπουργός εδήλωσεν ότι λαμβάνονται όλα τα ενδεικνυόμενα μέτρα δια την ομαλήν διεξαγωγήν και ότι ουδείς λόγος ανησυχίας υφίσταται. Εις την συνέχειαν εξητάσθησαν διάφορα θέματα τρεχούσης φύσεως και ελήφθησαν αποφάσεις επ' αυτών, αι οποίαι θα ανακοινωθούν προσεχώς. [78,972,421,1048]
classifieds-right [817,95,972,1188]
section-masthead: ΣΚΑΙΣ ΑΙ [78,29,248,74]
classified-filler: ΑΘΗΝΑΙ, 16.— Κατά την διάρκειαν της σημερινής συνεδριάσεως ανεκοινώθη ότι αι εργασίαι θα συνεχισθούν κανονικώς. Ο αρμόδιος υπουργός εδήλωσεν ότι λαμβάνονται όλα τα ενδεικνυόμενα μέτρα δια την ομαλήν διεξαγωγήν και ότι ουδείς λόγος ανησυχίας υφίσταται. Εις την συνέχειαν εξητάσθησαν διάφορα θέματα τρεχούσης φύσεως και ελήφθησαν αποφάσεις επ' αυτών, αι οποίαι θα ανακοινωθούν προσεχώς. [655,707,809,857]
ad-line: ΚΑΘΗΜΕΡΙΝΑ ΔΡΟΜΟΛΟΓΙΑ [1378,1789,1541,1804]
ad-brand: DRACOIL [1034,2273,1142,2300]
divider [78,905,421,907]
column-rule [431,29,432,2252]
divider [439,1099,639,1100]
divider [988,1113,1188,1114]
article-body: ΑΘΗΝΑΙ, 16.— Κατά την διάρκειαν της σημερινής συνεδριάσεως ανεκοινώθη ότι αι εργασίαι θα συνεχισθούν κανονικώς. Ο αρμόδιος υπουργός εδήλωσεν ότι λαμβάνονται όλα τα ενδεικνυόμενα μέτρα δια την ομαλήν διεξαγωγήν και ότι ουδείς λόγος ανησυχίας υφίσταται. Εις την συνέχειαν εξητάσθησαν διάφορα θέματα τρεχούσης φύσεως και ελήφθησαν αποφάσεις επ' αυτών, αι οποίαι θα ανακοινωθούν προσεχώς. [988,1680,1188,1806]
ad-line: Θεσ/νίκη, Τηλ. 27.106 — 77.904 — 65.553 [1010,2323,1165,2333]
article-body: ΑΘΗΝΑΙ, 16.— Κατά την διάρκειαν της σημερινής συνεδριάσεως ανεκοινώθη ότι αι εργασίαι θα συνεχισθούν κανονικώς. Ο αρμόδιος υπουργός εδήλωσεν ότι λαμβάνονται όλα τα ενδεικνυόμενα μέτρα δια την ομαλήν διεξαγωγήν και ότι ουδείς λόγος ανησυχίας υφίσταται. Εις την συνέχειαν εξητάσθησαν διάφορα θέματα τρεχούσης φύσεως και ελήφθησαν αποφάσεις επ' αυτών, αι οποίαι θα ανακοινωθούν προσεχώς. [988,1153,1188,1280]
headline: ΑΠΗΛΛΑΧΘΗΣΑΝ ΦΟΙΤΗΤΑΙ ΚΑΤΗΓΟΡΟΥΜΕΝΟΙ ΔΙΑ ΤΑ ΣΠΕΙΣΟΔΙΑ ΕΙΣ ΤΟ ΠΑΝΕΠΙΣΤΗΜΙΟΝ [1002,34,1174,93]
price-row [668,1336,958,1349]
divider [1203,580,1548,583]
classified-item: ΖΗΤΕΙΤΑΙ μικρό. [817,247,972,264]
column-sports [78,29,421,1876]
kicker: Ὑπὸ τῆς γενικῆς γραμματείας ἀθλητισμοῦ [124,76,375,92]
headline: ΦΥΛΑΚΙΣΙΣ 11 ΜΗΝΩΝ ΕΙΣ ΛΑΘΡΟΫΛΟΤΟΜΟΝ ΔΙ ΑΝΤΙΣΤΑΣΙΝ [459,914,619,959]
divider [1203,973,1548,976]
headline: ΤΗΝ ΥΠΑΡΞΙΝ ΑΡΧΑΙΩΝ ΔΙΩΡΟΦΩΝ ΟΙΚΙΩΝ ΚΑΙ ΔΙΑΦΟΡΑ ΑΝΤΙΚΕΙΜΕΝΑ ΤΟΥ 1550 Π.Χ. ΑΠΕΚΑΛΥΨΑΝ ΑΙ ΑΝΑΣΚΑΦΑΙ ΕΙΣ ΘΗΡΑΝ [1203,35,1545,86]
price-item: 3ον ΠΟΡΤ — ΜΠΕΜΠΕ [668,1350,779,1363]
article-body: ΑΘΗΝΑΙ, 16.— Κατά την διάρκειαν της σημερινής συνεδριάσεως ανεκοινώθη ότι αι εργασίαι θα συνεχισθούν κανονικώς. Ο αρμόδιος υπουργός εδήλωσεν ότι λαμβάνονται όλα τα ενδεικνυόμενα μέτρα δια την ομαλήν διεξαγωγήν και ότι ουδείς λόγος ανησυχίας υφίσταται. Εις την συνέχειαν εξητάσθησαν διάφορα θέματα τρεχούσης φύσεως και ελήφθησαν αποφάσεις επ' αυτών, αι οποίαι θα ανακοινωθούν προσεχώς. [1203,1201,1548,1277]
divider [988,559,1188,560]
ad-line: ΟΛΥΜΠΙΑΚΗ [781,1686,846,1698]
article-body: ΑΘΗΝΑΙ, 16.— Κατά την διάρκειαν της σημερινής συνεδριάσεως ανεκοινώθη ότι αι εργασίαι θα συνεχισθούν κανονικώς. Ο αρμόδιος υπουργός εδήλωσεν ότι λαμβάνονται όλα τα ενδεικνυόμενα μέτρα δια την ομαλήν διεξαγωγήν και ότι ουδείς λόγος ανησυχίας υφίσταται. Εις την συνέχειαν εξητάσθησαν διάφορα θέματα τρεχούσης φύσεως και ελήφθησαν αποφάσεις επ' αυτών, αι οποίαι θα ανακοινωθούν προσεχώς. [78,653,421,728]
price-row [668,1363,958,1377]
airline-logo: LOFTLEIDIR [1211,1787,1315,1807]
advertisement-insurance [655,1625,972,1731]
advertisement-loftleidir [1203,1702,1548,1815]
price-item: 3ον Κρεβατάκια ἀπό 2 μηνῶν ἕως μεταπτυσσόμενο ὁ πορεία [668,1323,933,1336]
classified-filler: ΑΘΗΝΑΙ, 16.— Κατά την διάρκειαν της σημερινής συνεδριάσεως ανεκοινώθη ότι αι εργασίαι θα συνεχισθούν κανονικώς. Ο αρμόδιος υπουργός εδήλωσεν ότι λαμβάνονται όλα τα ενδεικνυόμενα μέτρα δια την ομαλήν διεξαγωγήν και ότι ουδείς λόγος ανησυχίας υφίσταται. Εις την συνέχειαν εξητάσθησαν διάφορα θέματα τρεχούσης φύσεως και ελήφθησαν αποφάσεις επ' αυτών, αι οποίαι θα ανακοινωθούν προσεχώς. [817,594,972,745]
classified-item: ΑΝΟΧΑΙ. [817,347,972,364]
headline: ΥΠΕΓΡΑΦΗ Η ΚΟΙΝΗ ΥΠΟΥΡΓΙΚΗ ΑΠΟΦΑΣΙΣ ΔΙΑ ΤΗΝ ΣΥΝΘΕΣΙΝ ΤΟΥ ΣΥΜΒΟΥΛΙΟΥ Ε.Ο.Κ. [1203,1442,1548,1476]
headline: ΔΙΚΗΓΟΡΟΣ ΠΕΦΤΕΙ ΘΥΜΑ... ΣΤΟΙΧΗΜΑΤΟΣ [999,1820,1177,1850]
ad-slogan: Μιὰ δροσερὴ ρετσίνα εἶναι τὸ κάλλιτερο ποτὸ γιὰ τὸ τραπέζι σας [453,1773,625,1826]
article-body: ΑΘΗΝΑΙ, 16.— Κατά την διάρκειαν της σημερινής συνεδριάσεως ανεκοινώθη ότι αι εργασίαι θα συνεχισθούν κανονικώς. Ο αρμόδιος υπουργός εδήλωσεν ότι λαμβάνονται όλα τα ενδεικνυόμενα μέτρα δια την ομαλήν διεξαγωγήν και ότι ουδείς λόγος ανησυχίας υφίσταται. Εις την συνέχειαν εξητάσθησαν διάφορα θέματα τρεχούσης φύσεως και ελήφθησαν αποφάσεις επ' αυτών, αι οποίαι θα ανακοινωθούν προσεχώς. [78,737,421,812]
article-body: ΑΘΗΝΑΙ, 16.— Κατά την διάρκειαν της σημερινής συνεδριάσεως ανεκοινώθη ότι αι εργασίαι θα συνεχισθούν κανονικώς. Ο αρμόδιος υπουργός εδήλωσεν ότι λαμβάνονται όλα τα ενδεικνυόμενα μέτρα δια την ομαλήν διεξαγωγήν και ότι ουδείς λόγος ανησυχίας υφίσταται. Εις την συνέχειαν εξητάσθησαν διάφορα θέματα τρεχούσης φύσεως και ελήφθησαν αποφάσεις επ' αυτών, αι οποίαι θα ανακοινωθούν προσεχώς. [78,568,421,644]
ad-price: ἀπὸ Δρχ. 6.104 [1312,1743,1440,1764]
headline: Ο κ. ΑΣΛΑΝΙΔΗΣ ΕΙΣ ΤΗΝ ΘΕΣΣΑΛΟΝΙΚΗΝ [137,268,363,311]
ad-footer [90,1849,410,1860]
article-body: ΑΘΗΝΑΙ, 16.— Κατά την διάρκειαν της σημερινής συνεδριάσεως ανεκοινώθη ότι αι εργασίαι θα συνεχισθούν κανονικώς. Ο αρμόδιος υπουργός εδήλωσεν ότι λαμβάνονται όλα τα ενδεικνυόμενα μέτρα δια την ομαλήν διεξαγωγήν και ότι ουδείς λόγος ανησυχίας υφίσταται. Εις την συνέχειαν εξητάσθησαν διάφορα θέματα τρεχούσης φύσεως και ελήφθησαν αποφάσεις επ' αυτών, αι οποίαι θα ανακοινωθούν προσεχώς. [439,219,639,345]
ad-line: ΕΥΡΩΠΑΙΚΗ ΟΡΧΗΣΤΡΑ [194,1740,306,1752]
ad-line: ΜΕΣΩ ΛΟΥΞΕΜΒΟΥΡΓΟΥ [1317,1734,1435,1745]
two-col-block [1203,90,1548,574]
ad-title: ΑΣΦΑΛΤΟΣ [997,2238,1179,2275]
headline: ΣΥΝΕΧΙΖΟΝΤΑΙ ΑΙ ΠΡΟΕΤΟΙΜΑΣΙΑΙ ΕΙΣ ΤΗΝ ΔΡΑΜΑΝ ΔΙΑ ΤΟ ΒΟΡΕΙΟΕΛΛΑΔΙΚΟ ΣΥΝΕΔΡΙΟΝ ΠΟΛΕΜΙΣΤΩΝ [96,1149,404,1200]
article-body: ΑΘΗΝΑΙ, 16.— Κατά την διάρκειαν της σημερινής συνεδριάσεως ανεκοινώθη ότι αι εργασίαι θα συνεχισθούν κανονικώς. Ο αρμόδιος υπουργός εδήλωσεν ότι λαμβάνονται όλα τα ενδεικνυόμενα μέτρα δια την ομαλήν διεξαγωγήν και ότι ουδείς λόγος ανησυχίας υφίσταται. Εις την συνέχειαν εξητάσθησαν διάφορα θέματα τρεχούσης φύσεως και ελήφθησαν αποφάσεις επ' αυτών, αι οποίαι θα ανακοινωθούν προσεχώς. [988,98,1188,224]
bottle-image [461,1911,617,2234]
ad-tagline: Ο Προμηθευτής του ΜΩΡΟΥ ΣΑΣ [733,1591,894,1606]
classified-item: ΑΥΤΟΚΙΝΗΤΟ. [817,280,972,297]
ad-line: ΕΦΕΤΟΣ ΚΑΙ ΠΑΛΙ Η [187,1306,313,1322]
article-body: ΑΘΗΝΑΙ, 16.— Κατά την διάρκειαν της σημερινής συνεδριάσεως ανεκοινώθη ότι αι εργασίαι θα συνεχισθούν κανονικώς. Ο αρμόδιος υπουργός εδήλωσεν ότι λαμβάνονται όλα τα ενδεικνυόμενα μέτρα δια την ομαλήν διεξαγωγήν και ότι ουδείς λόγος ανησυχίας υφίσταται. Εις την συνέχειαν εξητάσθησαν διάφορα θέματα τρεχούσης φύσεως και ελήφθησαν αποφάσεις επ' αυτών, αι οποίαι θα ανακοινωθούν προσεχώς. [988,1329,1188,1455]
classified-item: ΑΓΡΟΤΕΜΑΧΙΑ 100 και 200 μ². [655,282,809,299]
price-row [668,1377,958,1391]
ad-venue: ΚΑΛΑΜΙΤΣΑ [90,1320,418,1380]
divider [988,748,1188,749]
headline: ΑΙ 7 ΔΙΑΦΟΡΑΙ [494,1608,584,1624]
ad-mime: ΑΝΤΡΙΟΥΣ [181,1814,318,1845]
classified-item: ΟΠΕΛ Καντέτ. [817,297,972,314]
headline: ΟΔΗΓΟΣ ΤΑΞΙ «ΑΛΗΤΟΥ ΑΣΤΥΦΥΛΑΚΑ» [1013,1119,1162,1149]
classified-item: ΕΝΟΙΚΙΑΖΟΝΤΑΙ δύο ανεξάρτητα γραφεία. [817,152,972,180]
article-body: ΑΘΗΝΑΙ, 16.— Κατά την διάρκειαν της σημερινής συνεδριάσεως ανεκοινώθη ότι αι εργασίαι θα συνεχισθούν κανονικώς. Ο αρμόδιος υπουργός εδήλωσεν ότι λαμβάνονται όλα τα ενδεικνυόμενα μέτρα δια την ομαλήν διεξαγωγήν και ότι ουδείς λόγος ανησυχίας υφίσταται. Εις την συνέχειαν εξητάσθησαν διάφορα θέματα τρεχούσης φύσεως και ελήφθησαν αποφάσεις επ' αυτών, αι οποίαι θα ανακοινωθούν προσεχώς. [1203,807,1372,958]
